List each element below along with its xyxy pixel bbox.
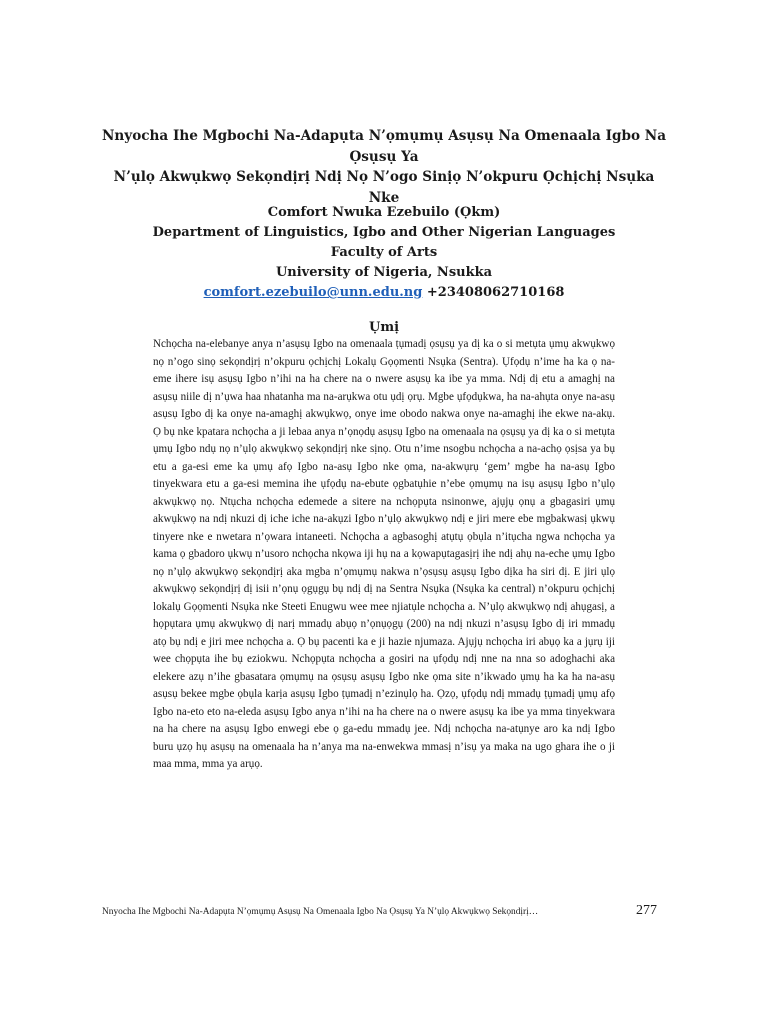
title-line-3: Nke bbox=[368, 189, 400, 206]
author-block bbox=[90, 203, 678, 303]
title-line-1: Nnyocha Ihe Mgbochi Na-Adapụta N’ọmụmụ Asụsụ Na Omenaala Igbo Na Ọsụsụ Ya bbox=[101, 128, 666, 165]
author-phone: +23408062710168 bbox=[426, 285, 565, 300]
author-email-link[interactable]: comfort.ezebuilo@unn.edu.ng bbox=[203, 285, 423, 300]
abstract-heading: Ụmị bbox=[368, 320, 400, 335]
author-faculty: Faculty of Arts bbox=[330, 245, 438, 260]
paper-title bbox=[90, 126, 678, 208]
abstract-body: Nchọcha na-elebanye anya n’asụsụ Igbo na omenaala ṭụmadị ọsụsụ ya dị ka o si metụta ụmụ akwụkwọ nọ n’ogo sinọ sekọndịrị n’okpuru ọchịchị Lokalụ Gọọmenti Nsụka (Sentra). Ụfọdụ n’ime ha ka ọ na-eme ihere isụ asụsụ Igbo n’ihi na ha chere na o nwere asụsụ ka ibe ya mma. Ndị dị etu a amaghị na asụsụ niile dị n’ụwa haa nhatanha ma na-arụkwa otu ụdị ọrụ. Mgbe ụfọdụkwa, ha na-ahụta onye na-asụ asụsụ Igbo dị ka onye na-amaghị akwụkwọ, onye ime obodo nakwa onye na-amaghị ihe ekwe na-akụ. Ọ bụ nke kpatara nchọcha a ji lebaa anya n’ọnọdụ asụsụ Igbo na omenaala na ọsụsụ ya dị ka o si metụta ụmụ Igbo ndụ nọ n’ụlọ akwụkwọ sekọndịrị nke sịnọ. Otu n’ime nsogbu nchọcha a na-achọ ọsịsa ya bụ etu a ga-esi eme ka ụmụ afọ Igbo na-asụ Igbo nke ọma, na-akwụrụ ‘gem’ mgbe ha na-asụ Igbo tinyekwara etu a ga-esi memina ihe ụfọdụ na-ebute ọgbatụhie n’ebe ọmụmụ na isụ asụsụ Igbo n’ụlọ akwụkwọ nọ. Ntụcha nchọcha edemede a sitere na nchọpụta nsinonwe, ajụjụ ọnụ a gbagasiri ụmụ akwụkwọ na ndị nkuzi dị iche iche na-akụzi Igbo n’ụlọ akwụkwọ ndị e jiri mere ebe mgbakwasị ụkwụ tinyere nke e nwetara n’ọwara intaneeti. Nchọcha a agbasoghị atụtụ ọbụla n’itụcha ngwa nchọcha ya kama ọ gbadoro ụkwụ n’usoro nchọcha nkọwa iji hụ na a kọwapụtagasịrị ihe ndị ahụ na-eche ụmụ Igbo nọ n’ụlọ akwụkwọ sekọndịrị aka mgba n’ọmụmụ nakwa n’ọsụsụ asụsụ Igbo dịka ha siri dị. E jiri ụlọ akwụkwọ sekọndịrị dị isii n’ọnụ ọgụgụ bụ ndị dị na Sentra Nsụka (Nsụka ka central) n’okpuru ọchịchị lokalụ Gọọmenti Nsụka nke Steeti Enugwu wee mee njiatụle nchọcha a. N’ụlọ akwụkwọ ndị ahụgasị, a họpụtara ụmụ akwụkwọ dị narị mmadụ abụọ n’ọnụọgụ (200) na ndị nkuzi n’asụsụ Igbo dị iri mmadụ atọ bụ ndị e jiri mee nchọcha a. Ọ bụ pacenti ka e ji hazie njumaza. Ajụjụ nchọcha iri abụọ ka a jụrụ iji wee chọpụta ihe bụ eziokwu. Nchọpụta nchọcha a gosiri na ụfọdụ ndị nne na nna so adoghachi aka elekere azụ n’ihe gbasatara ọmụmụ na ọsụsụ asụsụ Igbo nke ọma site n’ikwado ụmụ ha ka ha na-asụ asụsụ bekee mgbe ọbụla karịa asụsụ Igbo ṭụmadị n’ezinụlọ ha. Ọzọ, ụfọdụ ndị mmadụ ṭụmadị ụmụ afọ Igbo na-eto eto na-eleda asụsụ Igbo anya n’ihi na ha chere na o nwere asụsụ ka ibe ya mma tinyekwara na ha chere na asụsụ Igbo enwegi ebe ọ ga-edu mmadụ jee. Ndị nchọcha na-atụnye aro ka ndị Igbo buru ụzọ hụ asụsụ na omenaala ha n’anya ma na-enwekwa mmasị n’isụ ya maka na ugo ghara ihe o ji maa mma, mma ya arụọ. bbox=[153, 338, 615, 770]
contact-line bbox=[90, 283, 678, 303]
footer-running-title: Nnyocha Ihe Mgbochi Na-Adapụta N’ọmụmụ Asụsụ Na Omenaala Igbo Na Ọsụsụ Ya N’ụlọ Akwụkwọ Sekọndịrị… bbox=[102, 907, 539, 917]
author-department: Department of Linguistics, Igbo and Other Nigerian Languages bbox=[152, 225, 616, 240]
author-name: Comfort Nwuka Ezebuilo (Ọkm) bbox=[267, 205, 501, 220]
author-university: University of Nigeria, Nsukka bbox=[275, 265, 493, 280]
title-line-2: N’ụlọ Akwụkwọ Sekọndịrị Ndị Nọ N’ogo Sinịọ N’okpuru Ọchịchị Nsụka bbox=[113, 169, 655, 185]
page-number: 277 bbox=[636, 903, 657, 918]
